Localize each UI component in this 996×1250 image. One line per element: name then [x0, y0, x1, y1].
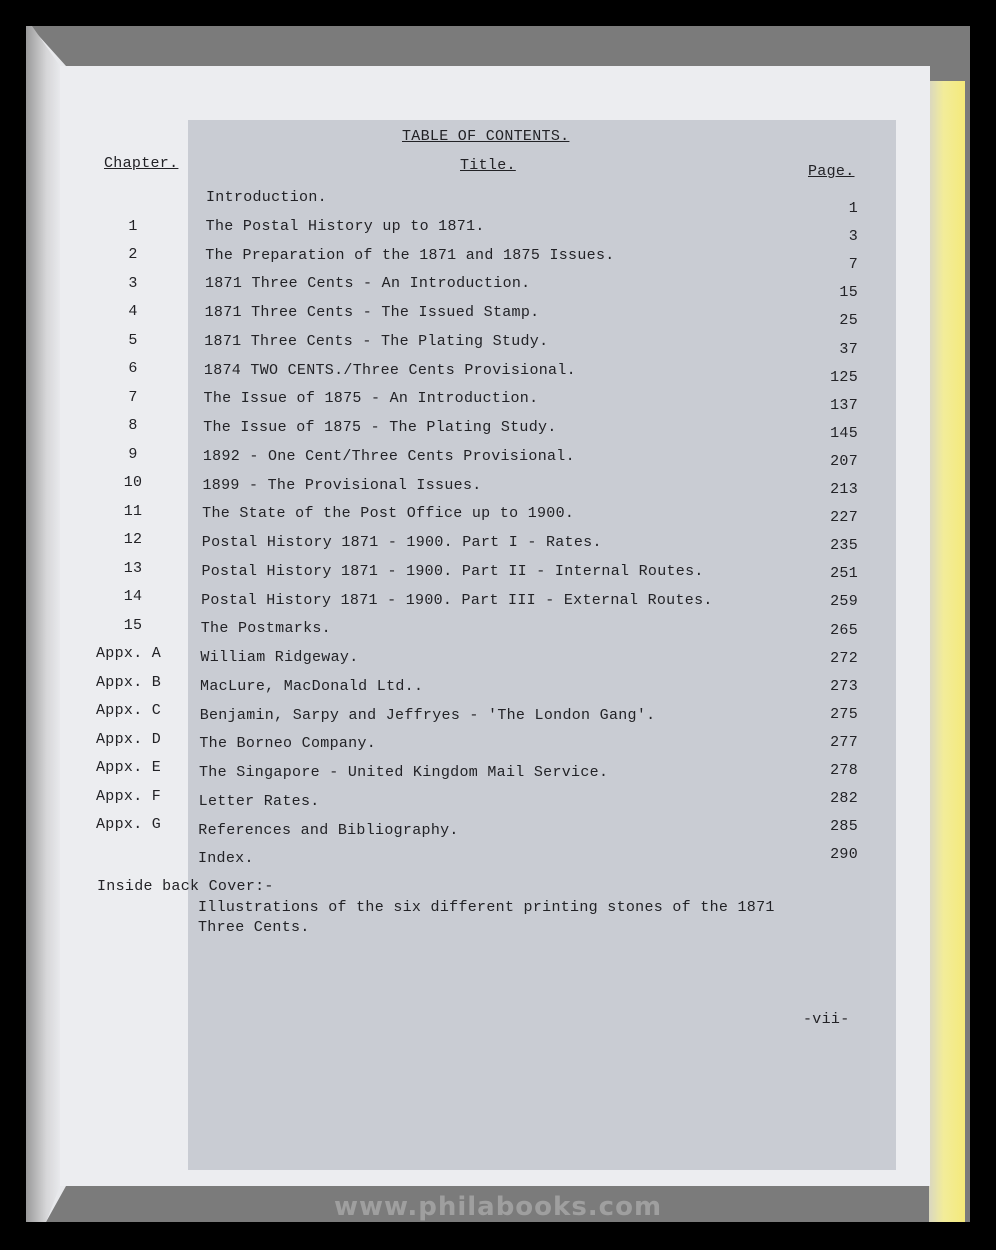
toc-page-number: 1 [848, 200, 858, 217]
toc-chapter: Appx. F [96, 787, 162, 805]
back-cover-line-2: Three Cents. [198, 919, 310, 936]
toc-entry-title: The Postmarks. [200, 620, 331, 638]
toc-chapter: Appx. G [96, 816, 162, 833]
toc-page-number: 227 [830, 509, 858, 527]
toc-chapter: Appx. B [96, 673, 162, 691]
toc-entry-title: 1899 - The Provisional Issues. [202, 476, 482, 494]
toc-entry-title: The Issue of 1875 - An Introduction. [203, 390, 539, 408]
toc-chapter: 4 [128, 303, 138, 320]
toc-page-number: 137 [830, 396, 858, 414]
toc-entry-title: The State of the Post Office up to 1900. [202, 505, 575, 523]
toc-page-number: 277 [830, 733, 858, 751]
page-curl [26, 26, 60, 1222]
toc-page-number: 213 [830, 481, 858, 498]
toc-page-number: 251 [830, 565, 858, 583]
toc-page-number: 207 [830, 452, 858, 470]
toc-entry-title: Letter Rates. [198, 792, 320, 810]
toc-page-number: 15 [839, 284, 858, 302]
toc-chapter: 15 [123, 616, 143, 634]
toc-entry-title: Postal History 1871 - 1900. Part I - Rates. [201, 534, 602, 551]
toc-page-number: 125 [830, 368, 858, 386]
toc-entry-title: Introduction. [206, 189, 327, 206]
toc-chapter: Appx. A [96, 645, 162, 662]
toc-entry-title: 1871 Three Cents - The Plating Study. [204, 332, 549, 350]
toc-entry-title: MacLure, MacDonald Ltd.. [200, 677, 424, 695]
toc-chapter: Appx. E [96, 759, 162, 776]
toc-entry-title: William Ridgeway. [200, 649, 359, 666]
toc-page-number: 290 [830, 846, 858, 864]
toc-entry-title: The Borneo Company. [199, 735, 377, 753]
toc-entry-title: Postal History 1871 - 1900. Part III - External Routes. [201, 591, 713, 609]
toc-page-number: 275 [830, 705, 858, 723]
toc-entry-title: The Postal History up to 1871. [205, 217, 485, 235]
toc-page-number: 278 [830, 762, 858, 779]
page-column-header: Page. [808, 163, 855, 180]
toc-page-number: 7 [848, 256, 858, 274]
toc-chapter: 12 [123, 531, 143, 548]
toc-page-number: 37 [839, 340, 858, 358]
toc-chapter: 3 [128, 274, 138, 292]
toc-chapter: 1 [128, 217, 138, 235]
toc-chapter: 11 [123, 502, 143, 520]
toc-chapter: 9 [128, 445, 138, 463]
toc-chapter: 2 [128, 246, 138, 263]
title-column-header: Title. [460, 157, 516, 174]
back-cover-line-1: Illustrations of the six different printing stones of the 1871 [198, 899, 775, 916]
toc-page-number: 282 [830, 790, 858, 808]
toc-page-number: 285 [830, 818, 858, 836]
toc-entry-title: 1892 - One Cent/Three Cents Provisional. [202, 447, 575, 465]
toc-entry-title: 1871 Three Cents - The Issued Stamp. [204, 304, 540, 321]
toc-chapter: 13 [123, 559, 143, 577]
toc-title: TABLE OF CONTENTS. [402, 128, 570, 145]
toc-entry-title: Index. [197, 850, 254, 868]
toc-chapter: 8 [128, 417, 138, 434]
page-number: -vii- [803, 1011, 850, 1028]
toc-page-number: 265 [830, 621, 858, 639]
toc-chapter: 6 [128, 360, 138, 377]
book-cover-edge [929, 81, 965, 1222]
toc-entry-title: The Issue of 1875 - The Plating Study. [203, 419, 557, 436]
toc-entry-title: 1874 TWO CENTS./Three Cents Provisional. [203, 361, 576, 379]
toc-chapter: 5 [128, 331, 138, 349]
chapter-column-header: Chapter. [104, 155, 179, 172]
toc-page-number: 272 [830, 649, 858, 667]
toc-entry-title: 1871 Three Cents - An Introduction. [204, 275, 531, 293]
toc-page-number: 273 [830, 677, 858, 695]
toc-page-number: 235 [830, 537, 858, 555]
watermark-text: www.philabooks.com [333, 1192, 663, 1222]
toc-page-number: 3 [848, 228, 858, 246]
toc-chapter: 7 [128, 388, 138, 406]
toc-page-number: 145 [830, 424, 858, 442]
toc-chapter: 10 [123, 474, 143, 491]
toc-chapter: 14 [123, 588, 143, 605]
toc-entry-title: The Singapore - United Kingdom Mail Service. [199, 764, 609, 781]
toc-chapter: Appx. D [96, 730, 162, 748]
toc-entry-title: Postal History 1871 - 1900. Part II - Internal Routes. [201, 562, 704, 580]
toc-entry-title: References and Bibliography. [198, 821, 459, 839]
toc-chapter: Appx. C [96, 702, 162, 719]
toc-entry-title: The Preparation of the 1871 and 1875 Issues. [205, 246, 615, 264]
toc-entry-title: Benjamin, Sarpy and Jeffryes - 'The London Gang'. [199, 706, 656, 724]
back-cover-label: Inside back Cover:- [97, 878, 274, 895]
toc-page-number: 259 [830, 593, 858, 611]
toc-page-number: 25 [839, 312, 858, 330]
